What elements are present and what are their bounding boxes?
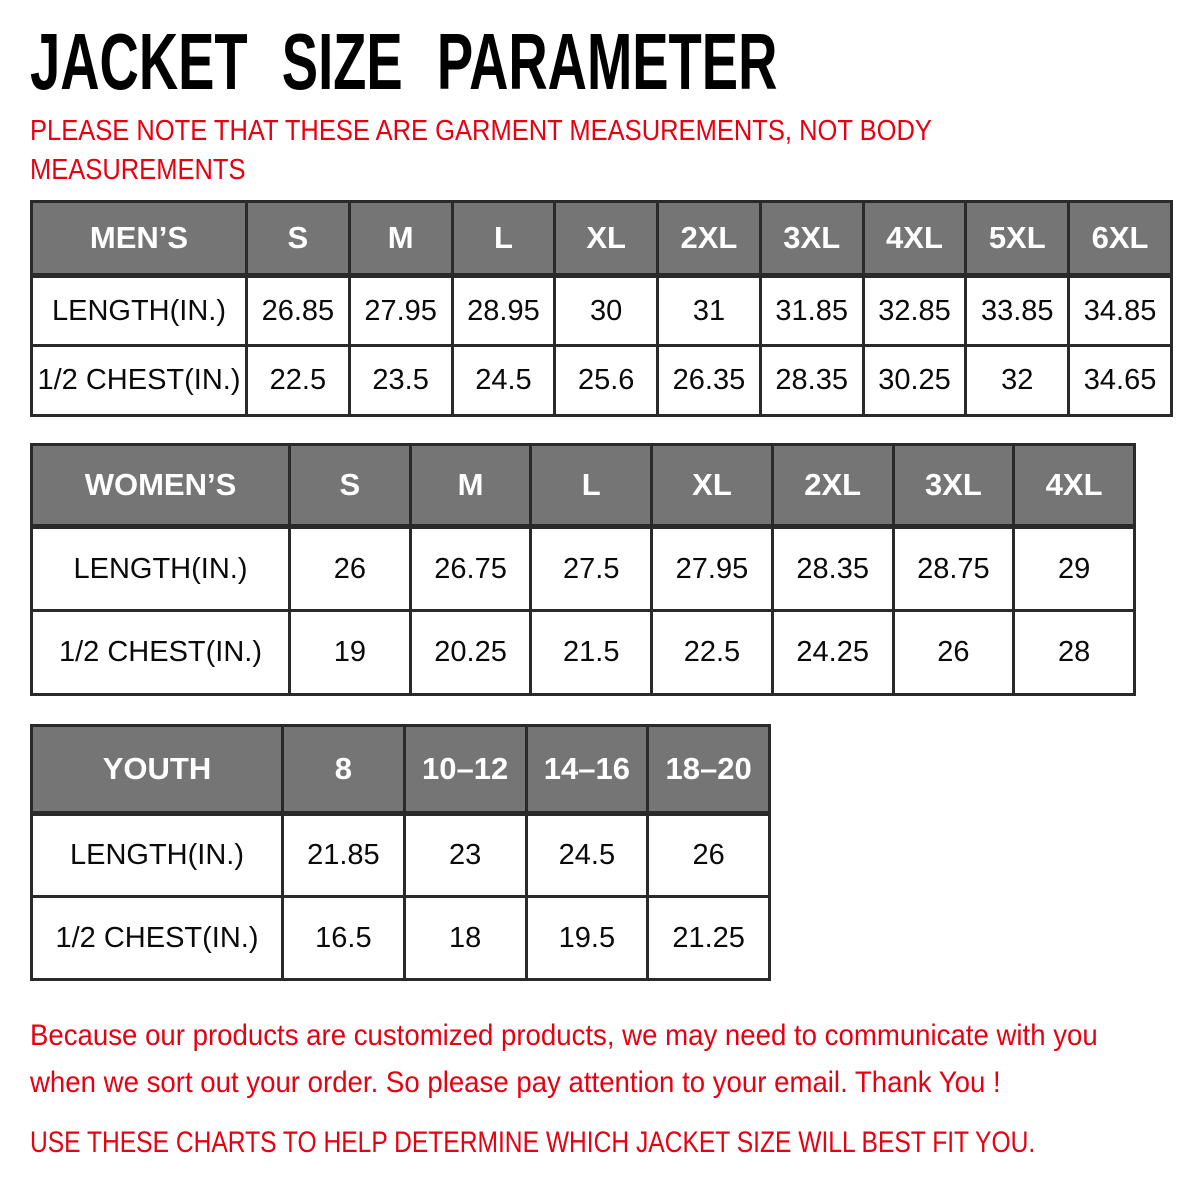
data-cell: 24.5 [452, 346, 555, 416]
womens-size-l: L [531, 445, 652, 527]
garment-note-line1: PLEASE NOTE THAT THESE ARE GARMENT MEASUREMENTS, NOT BODY [30, 115, 932, 147]
youth-size-8: 8 [283, 726, 405, 814]
mens-size-s: S [247, 202, 350, 276]
data-cell: 32 [966, 346, 1069, 416]
data-cell: 34.65 [1069, 346, 1172, 416]
data-cell: 28 [1014, 611, 1135, 695]
mens-size-xl: XL [555, 202, 658, 276]
mens-header-row [32, 202, 1172, 276]
data-cell: 22.5 [247, 346, 350, 416]
womens-size-4xl: 4XL [1014, 445, 1135, 527]
row-label: 1/2 CHEST(IN.) [32, 346, 247, 416]
customization-notice [30, 1013, 1170, 1106]
womens-size-table [30, 443, 1136, 696]
mens-size-table [30, 200, 1173, 417]
row-label: LENGTH(IN.) [32, 814, 283, 897]
data-cell: 20.25 [410, 611, 531, 695]
row-label: 1/2 CHEST(IN.) [32, 611, 290, 695]
data-cell: 27.95 [652, 527, 773, 611]
data-cell: 31.85 [760, 276, 863, 346]
data-cell: 23 [404, 814, 526, 897]
data-cell: 22.5 [652, 611, 773, 695]
data-cell: 28.35 [760, 346, 863, 416]
row-label: 1/2 CHEST(IN.) [32, 897, 283, 980]
customization-notice-line2: when we sort out your order. So please pay attention to your email. Thank You ! [30, 1065, 1001, 1099]
womens-size-s: S [290, 445, 411, 527]
data-cell: 27.5 [531, 527, 652, 611]
data-cell: 27.95 [349, 276, 452, 346]
youth-size-14-16: 14–16 [526, 726, 648, 814]
data-cell: 26 [290, 527, 411, 611]
data-cell: 26.35 [658, 346, 761, 416]
data-cell: 21.5 [531, 611, 652, 695]
data-cell: 30.25 [863, 346, 966, 416]
mens-size-5xl: 5XL [966, 202, 1069, 276]
data-cell: 33.85 [966, 276, 1069, 346]
data-cell: 24.25 [772, 611, 893, 695]
row-label: LENGTH(IN.) [32, 276, 247, 346]
data-cell: 28.35 [772, 527, 893, 611]
data-cell: 25.6 [555, 346, 658, 416]
youth-size-10-12: 10–12 [404, 726, 526, 814]
womens-length-row [32, 527, 1135, 611]
data-cell: 31 [658, 276, 761, 346]
youth-length-row [32, 814, 770, 897]
data-cell: 26 [648, 814, 770, 897]
mens-size-4xl: 4XL [863, 202, 966, 276]
data-cell: 29 [1014, 527, 1135, 611]
mens-chest-row [32, 346, 1172, 416]
womens-table-title: WOMEN’S [32, 445, 290, 527]
womens-chest-row [32, 611, 1135, 695]
mens-length-row [32, 276, 1172, 346]
data-cell: 32.85 [863, 276, 966, 346]
youth-table-title: YOUTH [32, 726, 283, 814]
data-cell: 23.5 [349, 346, 452, 416]
womens-size-2xl: 2XL [772, 445, 893, 527]
garment-measurement-note [30, 112, 1170, 190]
mens-size-6xl: 6XL [1069, 202, 1172, 276]
womens-header-row [32, 445, 1135, 527]
data-cell: 28.75 [893, 527, 1014, 611]
data-cell: 18 [404, 897, 526, 980]
data-cell: 30 [555, 276, 658, 346]
data-cell: 19.5 [526, 897, 648, 980]
page-title: JACKET SIZE PARAMETER [30, 17, 778, 106]
data-cell: 34.85 [1069, 276, 1172, 346]
youth-size-18-20: 18–20 [648, 726, 770, 814]
data-cell: 26.85 [247, 276, 350, 346]
mens-size-m: M [349, 202, 452, 276]
mens-size-l: L [452, 202, 555, 276]
womens-size-m: M [410, 445, 531, 527]
data-cell: 21.25 [648, 897, 770, 980]
womens-size-3xl: 3XL [893, 445, 1014, 527]
data-cell: 26.75 [410, 527, 531, 611]
mens-size-2xl: 2XL [658, 202, 761, 276]
youth-header-row [32, 726, 770, 814]
data-cell: 16.5 [283, 897, 405, 980]
mens-table-title: MEN’S [32, 202, 247, 276]
mens-size-3xl: 3XL [760, 202, 863, 276]
data-cell: 24.5 [526, 814, 648, 897]
youth-size-table [30, 724, 771, 981]
youth-chest-row [32, 897, 770, 980]
data-cell: 19 [290, 611, 411, 695]
customization-notice-line1: Because our products are customized products, we may need to communicate with you [30, 1019, 1098, 1053]
usage-note [30, 1122, 1170, 1164]
data-cell: 21.85 [283, 814, 405, 897]
data-cell: 26 [893, 611, 1014, 695]
usage-note-line: USE THESE CHARTS TO HELP DETERMINE WHICH JACKET SIZE WILL BEST FIT YOU. [30, 1126, 1036, 1160]
womens-size-xl: XL [652, 445, 773, 527]
row-label: LENGTH(IN.) [32, 527, 290, 611]
data-cell: 28.95 [452, 276, 555, 346]
garment-note-line2: MEASUREMENTS [30, 154, 246, 187]
